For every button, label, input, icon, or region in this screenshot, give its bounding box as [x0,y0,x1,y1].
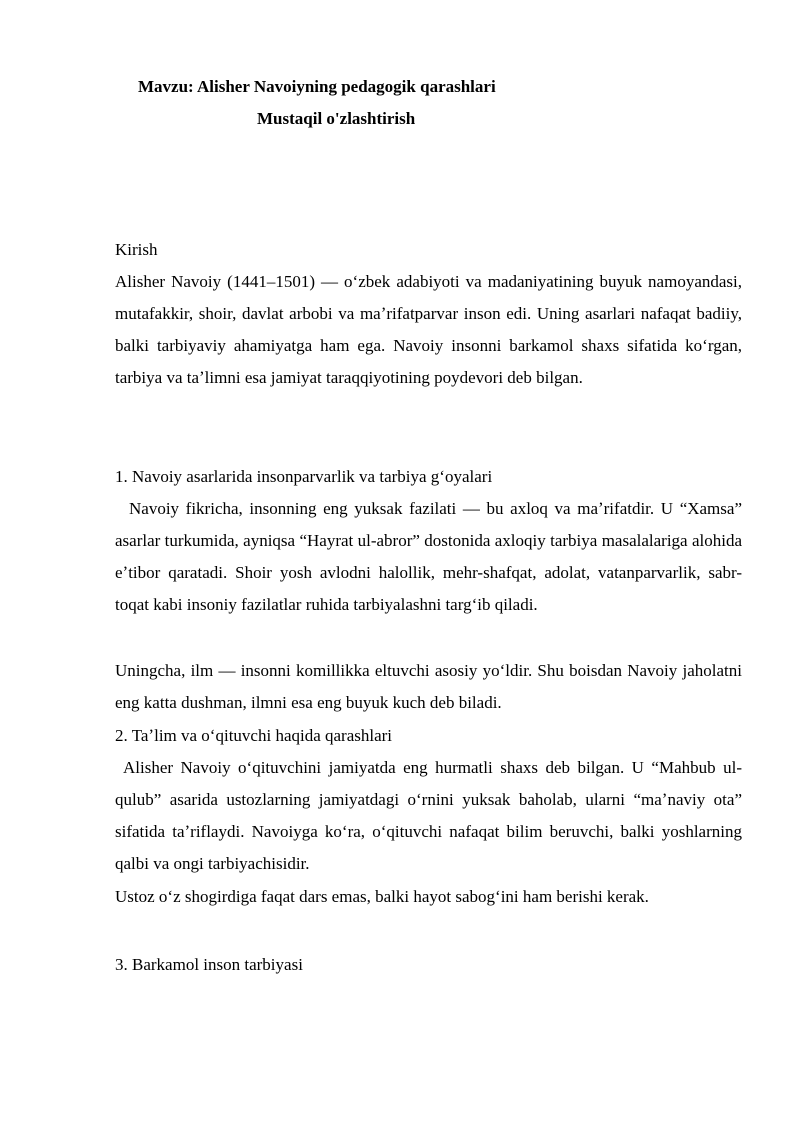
section1-paragraph1: Navoiy fikricha, insonning eng yuksak fazilati — bu axloq va maʼrifatdir. U “Xamsa” asarlar turkumida, ayniqsa “Hayrat ul-abror” dostonida axloqiy tarbiya masalalariga alohida eʼtibor qaratadi. Shoir yosh avlodni halollik, mehr-shafqat, adolat, vatanparvarlik, sabr-toqat kabi insoniy fazilatlar ruhida tarbiyalashni targʻib qiladi. [115,499,742,614]
section2-heading: 2. Taʼlim va oʻqituvchi haqida qarashlari [115,726,393,745]
document-subtitle: Mustaqil o'zlashtirish [257,109,416,128]
section2-paragraph1: Alisher Navoiy oʻqituvchini jamiyatda eng hurmatli shaxs deb bilgan. U “Mahbub ul-qulub” asarida ustozlarning jamiyatdagi oʻrnini yuksak baholab, ularni “maʼnaviy ota” sifatida taʼriflaydi. Navoiyga koʻra, oʻqituvchi nafaqat bilim beruvchi, balki yoshlarning qalbi va ongi tarbiyachisidir. [115,758,742,873]
section3-heading: 3. Barkamol inson tarbiyasi [115,955,303,974]
section1-heading: 1. Navoiy asarlarida insonparvarlik va tarbiya gʻoyalari [115,467,493,486]
intro-heading: Kirish [115,240,158,259]
intro-paragraph: Alisher Navoiy (1441–1501) — oʻzbek adabiyoti va madaniyatining buyuk namoyandasi, mutafakkir, shoir, davlat arbobi va maʼrifatparvar inson edi. Uning asarlari nafaqat badiiy, balki tarbiyaviy ahamiyatga ham ega. Navoiy insonni barkamol shaxs sifatida koʻrgan, tarbiya va taʼlimni esa jamiyat taraqqiyotining poydevori deb bilgan. [115,272,742,387]
section1-paragraph2: Uningcha, ilm — insonni komillikka eltuvchi asosiy yoʻldir. Shu boisdan Navoiy jaholatni eng katta dushman, ilmni esa eng buyuk kuch deb biladi. [115,661,742,712]
section2-paragraph2: Ustoz oʻz shogirdiga faqat dars emas, balki hayot sabogʻini ham berishi kerak. [115,887,649,906]
document-title: Mavzu: Alisher Navoiyning pedagogik qarashlari [138,77,496,96]
